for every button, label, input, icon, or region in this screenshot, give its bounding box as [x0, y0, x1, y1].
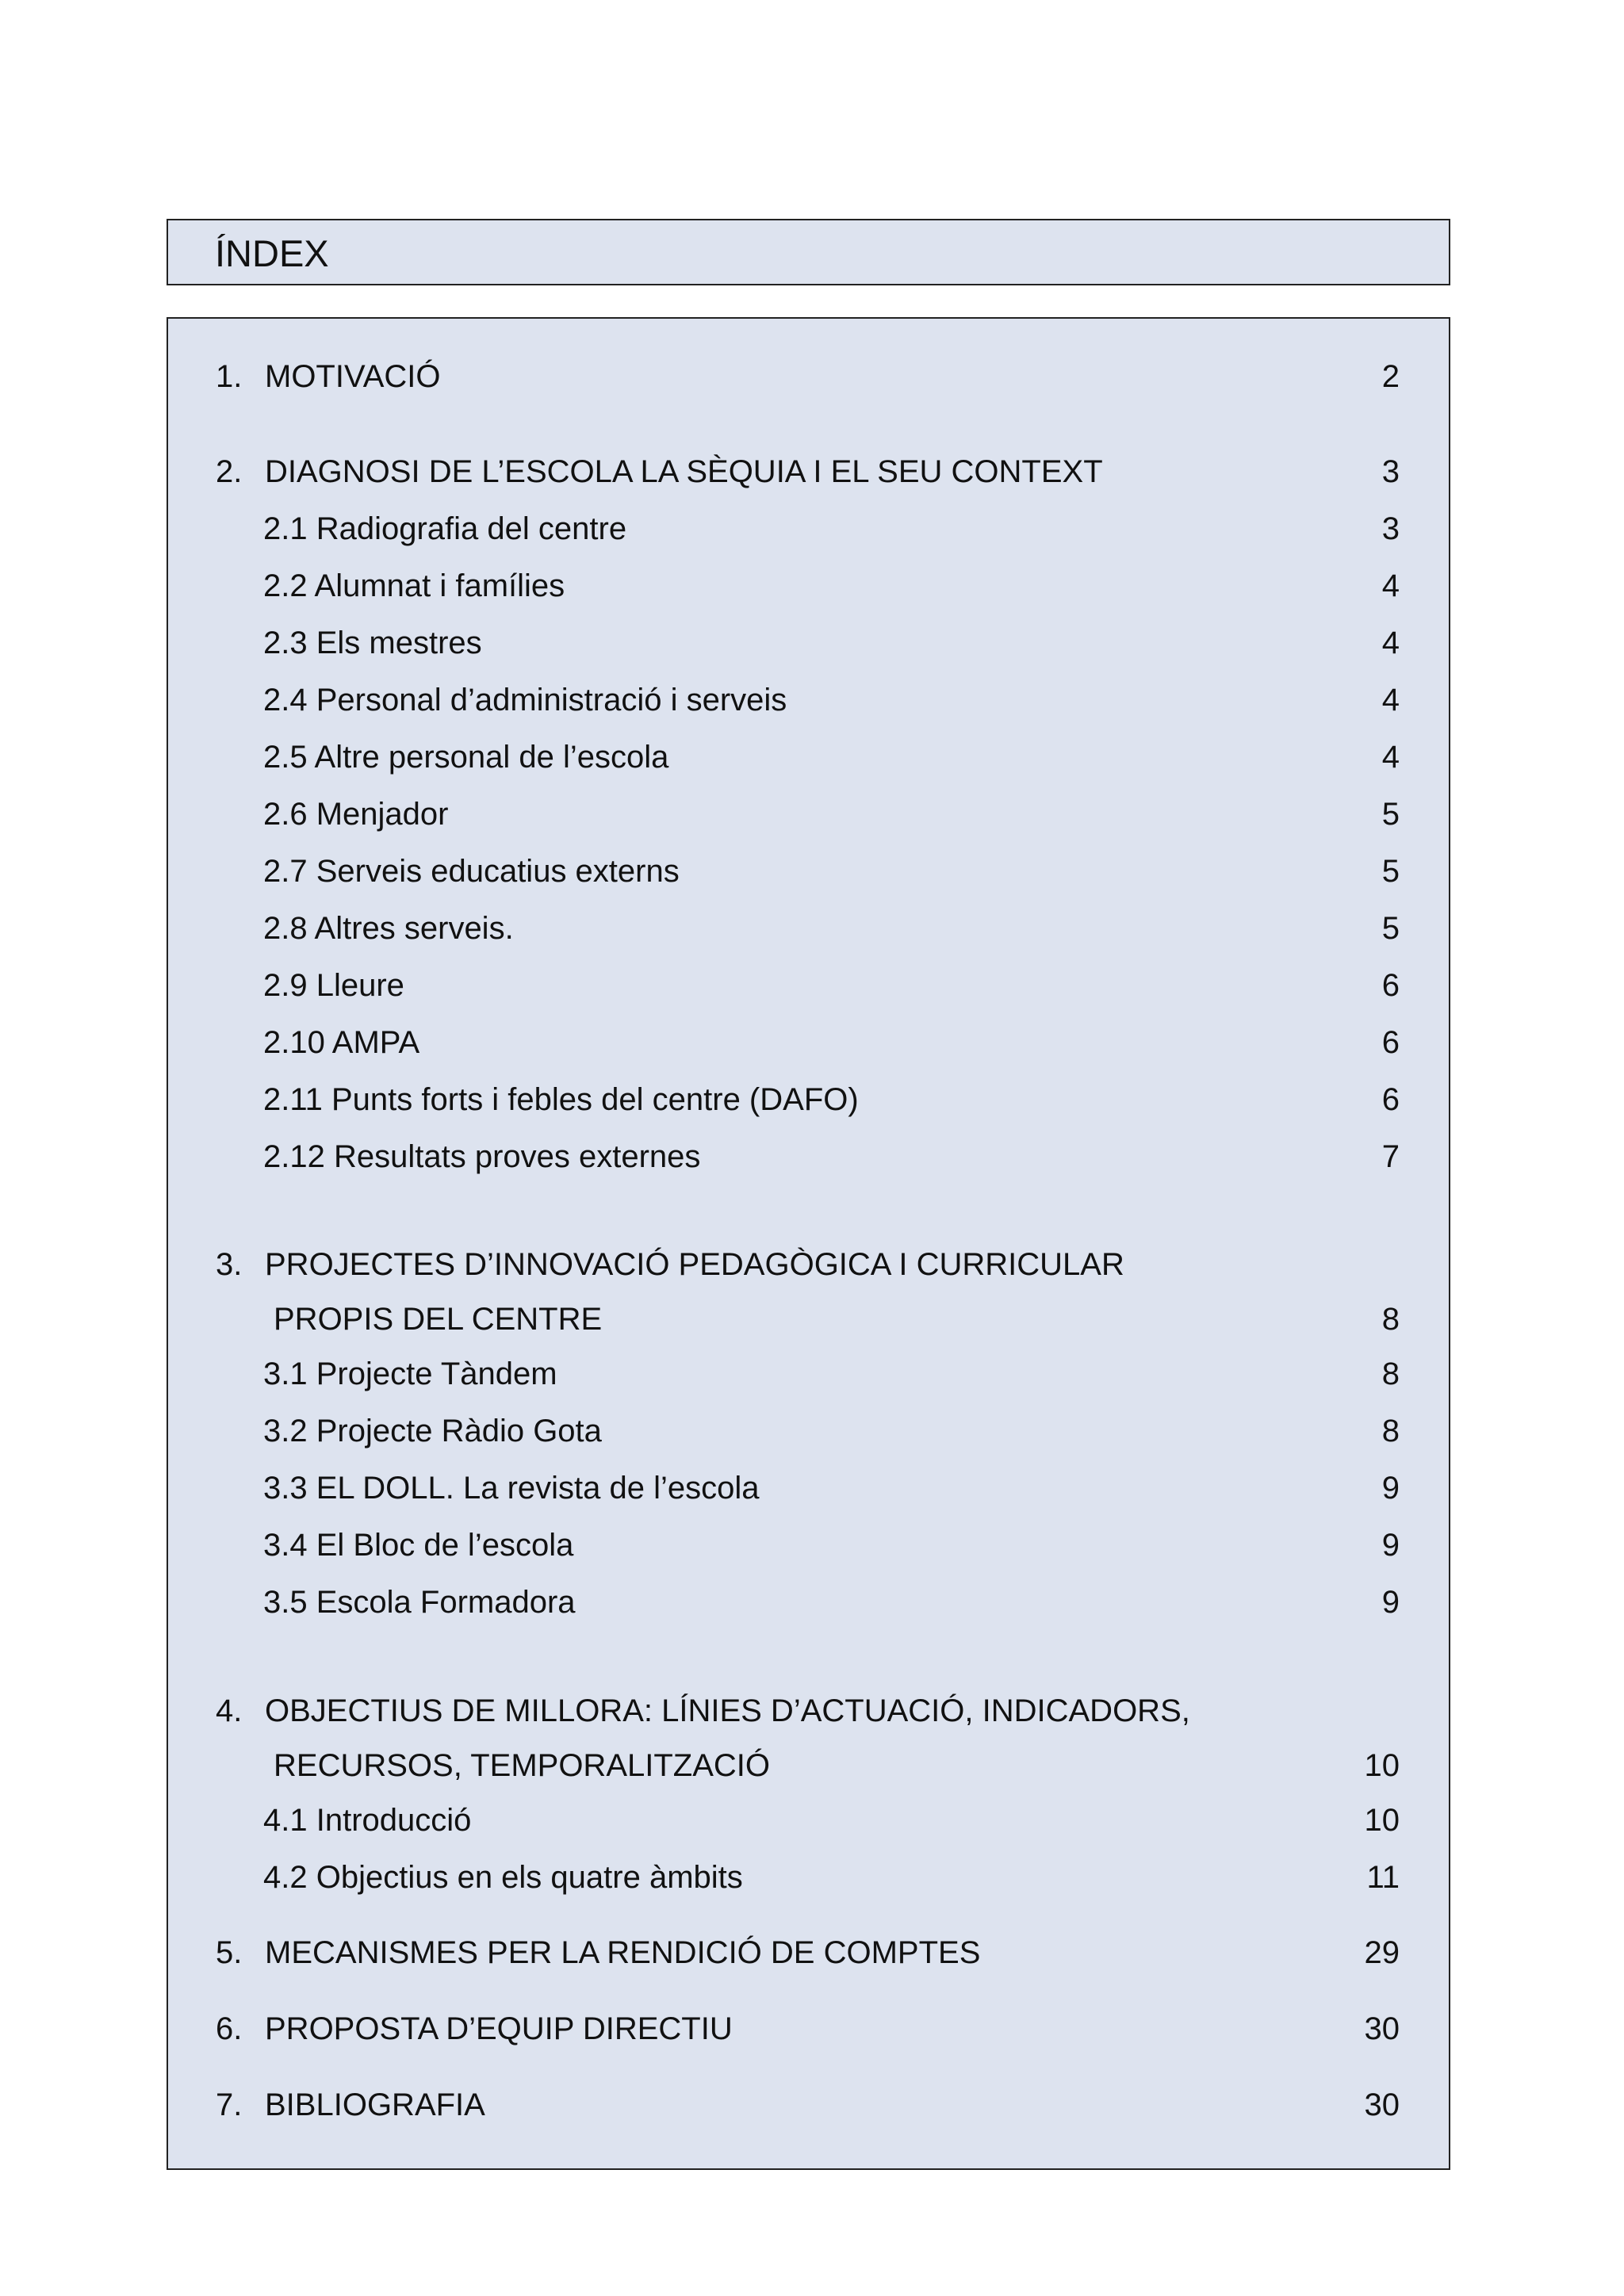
- toc-entry-number: 4.: [216, 1693, 243, 1728]
- toc-entry-page: 9: [1381, 1471, 1400, 1506]
- toc-entry-2-9[interactable]: [168, 966, 1449, 1005]
- toc-subentry-title: 2.1 Radiografia del centre: [263, 511, 627, 546]
- toc-subentry-title: 2.4 Personal d’administració i serveis: [263, 683, 787, 718]
- toc-subentry-title: 2.5 Altre personal de l’escola: [263, 740, 669, 775]
- toc-entry-page: 5: [1381, 911, 1400, 946]
- toc-entry-page: 4: [1381, 683, 1400, 718]
- toc-entry-number: 5.: [216, 1935, 243, 1970]
- toc-subentry-title: 2.8 Altres serveis.: [263, 911, 514, 946]
- toc-entry-2-2[interactable]: [168, 566, 1449, 606]
- toc-subentry-title: 2.10 AMPA: [263, 1025, 420, 1060]
- toc-subentry-title: 2.7 Serveis educatius externs: [263, 854, 680, 889]
- toc-entry-title: MOTIVACIÓ: [265, 359, 441, 394]
- toc-subentry-title: 2.12 Resultats proves externes: [263, 1139, 701, 1174]
- toc-entry-title-continued: RECURSOS, TEMPORALITZACIÓ: [274, 1748, 771, 1783]
- toc-entry-title: PROJECTES D’INNOVACIÓ PEDAGÒGICA I CURRICULAR: [265, 1247, 1124, 1282]
- toc-entry-2-6[interactable]: [168, 794, 1449, 834]
- toc-entry-4[interactable]: [168, 1691, 1449, 1731]
- toc-entry-page: 3: [1381, 454, 1400, 489]
- toc-entry-3[interactable]: [168, 1245, 1449, 1284]
- toc-entry-number: 6.: [216, 2011, 243, 2046]
- index-title-box: [167, 219, 1450, 285]
- toc-entry-2[interactable]: [168, 452, 1449, 492]
- toc-entry-1[interactable]: [168, 357, 1449, 396]
- toc-entry-title: BIBLIOGRAFIA: [265, 2087, 485, 2122]
- toc-entry-page: 10: [1364, 1748, 1400, 1783]
- toc-entry-4-1[interactable]: [168, 1800, 1449, 1840]
- toc-entry-2-7[interactable]: [168, 851, 1449, 891]
- toc-entry-number: 1.: [216, 359, 243, 394]
- toc-entry-3-1[interactable]: [168, 1354, 1449, 1394]
- toc-entry-page: 5: [1381, 797, 1400, 832]
- toc-entry-page: 5: [1381, 854, 1400, 889]
- toc-subentry-title: 2.2 Alumnat i famílies: [263, 568, 565, 603]
- toc-subentry-title: 3.3 EL DOLL. La revista de l’escola: [263, 1471, 760, 1506]
- toc-entry-page: 2: [1381, 359, 1400, 394]
- toc-entry-title: MECANISMES PER LA RENDICIÓ DE COMPTES: [265, 1935, 981, 1970]
- toc-entry-2-3[interactable]: [168, 623, 1449, 663]
- toc-entry-3-5[interactable]: [168, 1582, 1449, 1622]
- toc-entry-page: 8: [1381, 1302, 1400, 1337]
- table-of-contents: [167, 317, 1450, 2170]
- toc-entry-title-continued: PROPIS DEL CENTRE: [274, 1302, 603, 1337]
- toc-entry-2-4[interactable]: [168, 680, 1449, 720]
- toc-subentry-title: 3.2 Projecte Ràdio Gota: [263, 1414, 602, 1448]
- index-title: ÍNDEX: [215, 232, 329, 274]
- toc-subentry-title: 3.1 Projecte Tàndem: [263, 1357, 557, 1391]
- toc-subentry-title: 3.4 El Bloc de l’escola: [263, 1528, 574, 1563]
- toc-entry-3-4[interactable]: [168, 1525, 1449, 1565]
- toc-subentry-title: 4.1 Introducció: [263, 1803, 472, 1838]
- toc-entry-page: 8: [1381, 1414, 1400, 1448]
- toc-entry-7[interactable]: [168, 2085, 1449, 2125]
- toc-entry-page: 4: [1381, 626, 1400, 660]
- toc-entry-title: OBJECTIUS DE MILLORA: LÍNIES D’ACTUACIÓ, INDICADORS,: [265, 1693, 1190, 1728]
- toc-entry-2-8[interactable]: [168, 909, 1449, 948]
- toc-entry-page: 4: [1381, 740, 1400, 775]
- toc-entry-number: 7.: [216, 2087, 243, 2122]
- toc-entry-2-10[interactable]: [168, 1023, 1449, 1062]
- toc-entry-number: 2.: [216, 454, 243, 489]
- toc-entry-3-continued[interactable]: [168, 1299, 1449, 1339]
- toc-entry-3-3[interactable]: [168, 1468, 1449, 1508]
- toc-entry-title: DIAGNOSI DE L’ESCOLA LA SÈQUIA I EL SEU CONTEXT: [265, 454, 1103, 489]
- toc-entry-page: 30: [1364, 2011, 1400, 2046]
- toc-entry-page: 9: [1381, 1585, 1400, 1620]
- toc-entry-2-11[interactable]: [168, 1080, 1449, 1119]
- toc-subentry-title: 2.11 Punts forts i febles del centre (DAFO): [263, 1082, 859, 1117]
- toc-entry-page: 7: [1381, 1139, 1400, 1174]
- toc-entry-page: 9: [1381, 1528, 1400, 1563]
- toc-entry-page: 30: [1364, 2087, 1400, 2122]
- toc-entry-page: 10: [1364, 1803, 1400, 1838]
- toc-entry-2-1[interactable]: [168, 509, 1449, 549]
- toc-entry-5[interactable]: [168, 1933, 1449, 1973]
- toc-entry-4-2[interactable]: [168, 1858, 1449, 1897]
- toc-entry-page: 6: [1381, 1082, 1400, 1117]
- toc-entry-page: 4: [1381, 568, 1400, 603]
- toc-entry-page: 8: [1381, 1357, 1400, 1391]
- toc-entry-3-2[interactable]: [168, 1411, 1449, 1451]
- toc-entry-number: 3.: [216, 1247, 243, 1282]
- toc-entry-2-12[interactable]: [168, 1137, 1449, 1177]
- toc-entry-page: 29: [1364, 1935, 1400, 1970]
- toc-entry-page: 3: [1381, 511, 1400, 546]
- toc-entry-2-5[interactable]: [168, 737, 1449, 777]
- toc-subentry-title: 4.2 Objectius en els quatre àmbits: [263, 1860, 743, 1895]
- toc-entry-title: PROPOSTA D’EQUIP DIRECTIU: [265, 2011, 733, 2046]
- toc-entry-page: 6: [1381, 1025, 1400, 1060]
- toc-subentry-title: 2.9 Lleure: [263, 968, 404, 1003]
- toc-entry-4-continued[interactable]: [168, 1746, 1449, 1785]
- toc-entry-6[interactable]: [168, 2009, 1449, 2049]
- toc-entry-page: 6: [1381, 968, 1400, 1003]
- toc-subentry-title: 3.5 Escola Formadora: [263, 1585, 576, 1620]
- toc-subentry-title: 2.6 Menjador: [263, 797, 449, 832]
- toc-entry-page: 11: [1366, 1860, 1400, 1895]
- toc-subentry-title: 2.3 Els mestres: [263, 626, 482, 660]
